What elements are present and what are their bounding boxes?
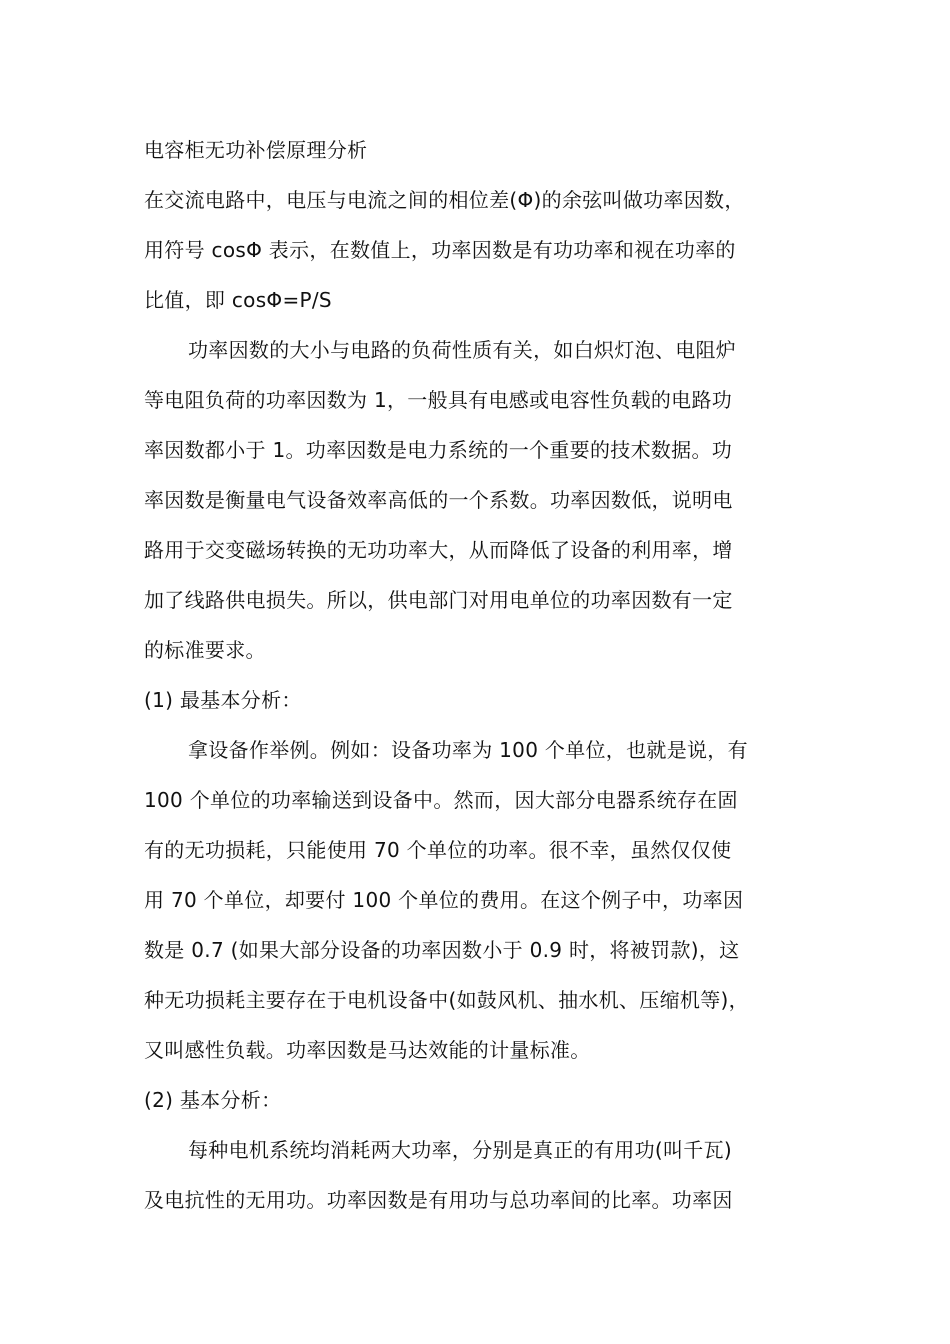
text-line: 功率因数的大小与电路的负荷性质有关，如白炽灯泡、电阻炉: [188, 338, 737, 362]
text-line: 用符号 cosΦ 表示，在数值上，功率因数是有功功率和视在功率的: [144, 238, 736, 262]
text-line: 及电抗性的无用功。功率因数是有用功与总功率间的比率。功率因: [144, 1188, 733, 1212]
text-line: 数是 0.7 (如果大部分设备的功率因数小于 0.9 时，将被罚款)，这: [144, 938, 740, 962]
section-heading: (2) 基本分析：: [144, 1088, 282, 1112]
text-line: 等电阻负荷的功率因数为 1，一般具有电感或电容性负载的电路功: [144, 388, 733, 412]
text-line: 每种电机系统均消耗两大功率，分别是真正的有用功(叫千瓦): [188, 1138, 733, 1162]
text-line: 有的无功损耗，只能使用 70 个单位的功率。很不幸，虽然仅仅使: [144, 838, 732, 862]
text-line: 比值，即 cosΦ=P/S: [144, 288, 332, 312]
text-line: 种无功损耗主要存在于电机设备中(如鼓风机、抽水机、压缩机等)，: [144, 988, 749, 1012]
section-heading: (1) 最基本分析：: [144, 688, 302, 712]
text-line: 路用于交变磁场转换的无功功率大，从而降低了设备的利用率，增: [144, 538, 733, 562]
text-line: 100 个单位的功率输送到设备中。然而，因大部分电器系统存在固: [144, 788, 738, 812]
document-body: [144, 125, 834, 1225]
text-line: 在交流电路中，电压与电流之间的相位差(Φ)的余弦叫做功率因数，: [144, 188, 745, 212]
text-line: 的标准要求。: [144, 638, 266, 662]
text-line: 率因数是衡量电气设备效率高低的一个系数。功率因数低，说明电: [144, 488, 733, 512]
text-line: 拿设备作举例。例如：设备功率为 100 个单位，也就是说，有: [188, 738, 748, 762]
text-line: 加了线路供电损失。所以，供电部门对用电单位的功率因数有一定: [144, 588, 733, 612]
text-line: 用 70 个单位，却要付 100 个单位的费用。在这个例子中，功率因: [144, 888, 744, 912]
text-line: 率因数都小于 1。功率因数是电力系统的一个重要的技术数据。功: [144, 438, 733, 462]
document-title: 电容柜无功补偿原理分析: [144, 138, 368, 162]
text-line: 又叫感性负载。功率因数是马达效能的计量标准。: [144, 1038, 591, 1062]
